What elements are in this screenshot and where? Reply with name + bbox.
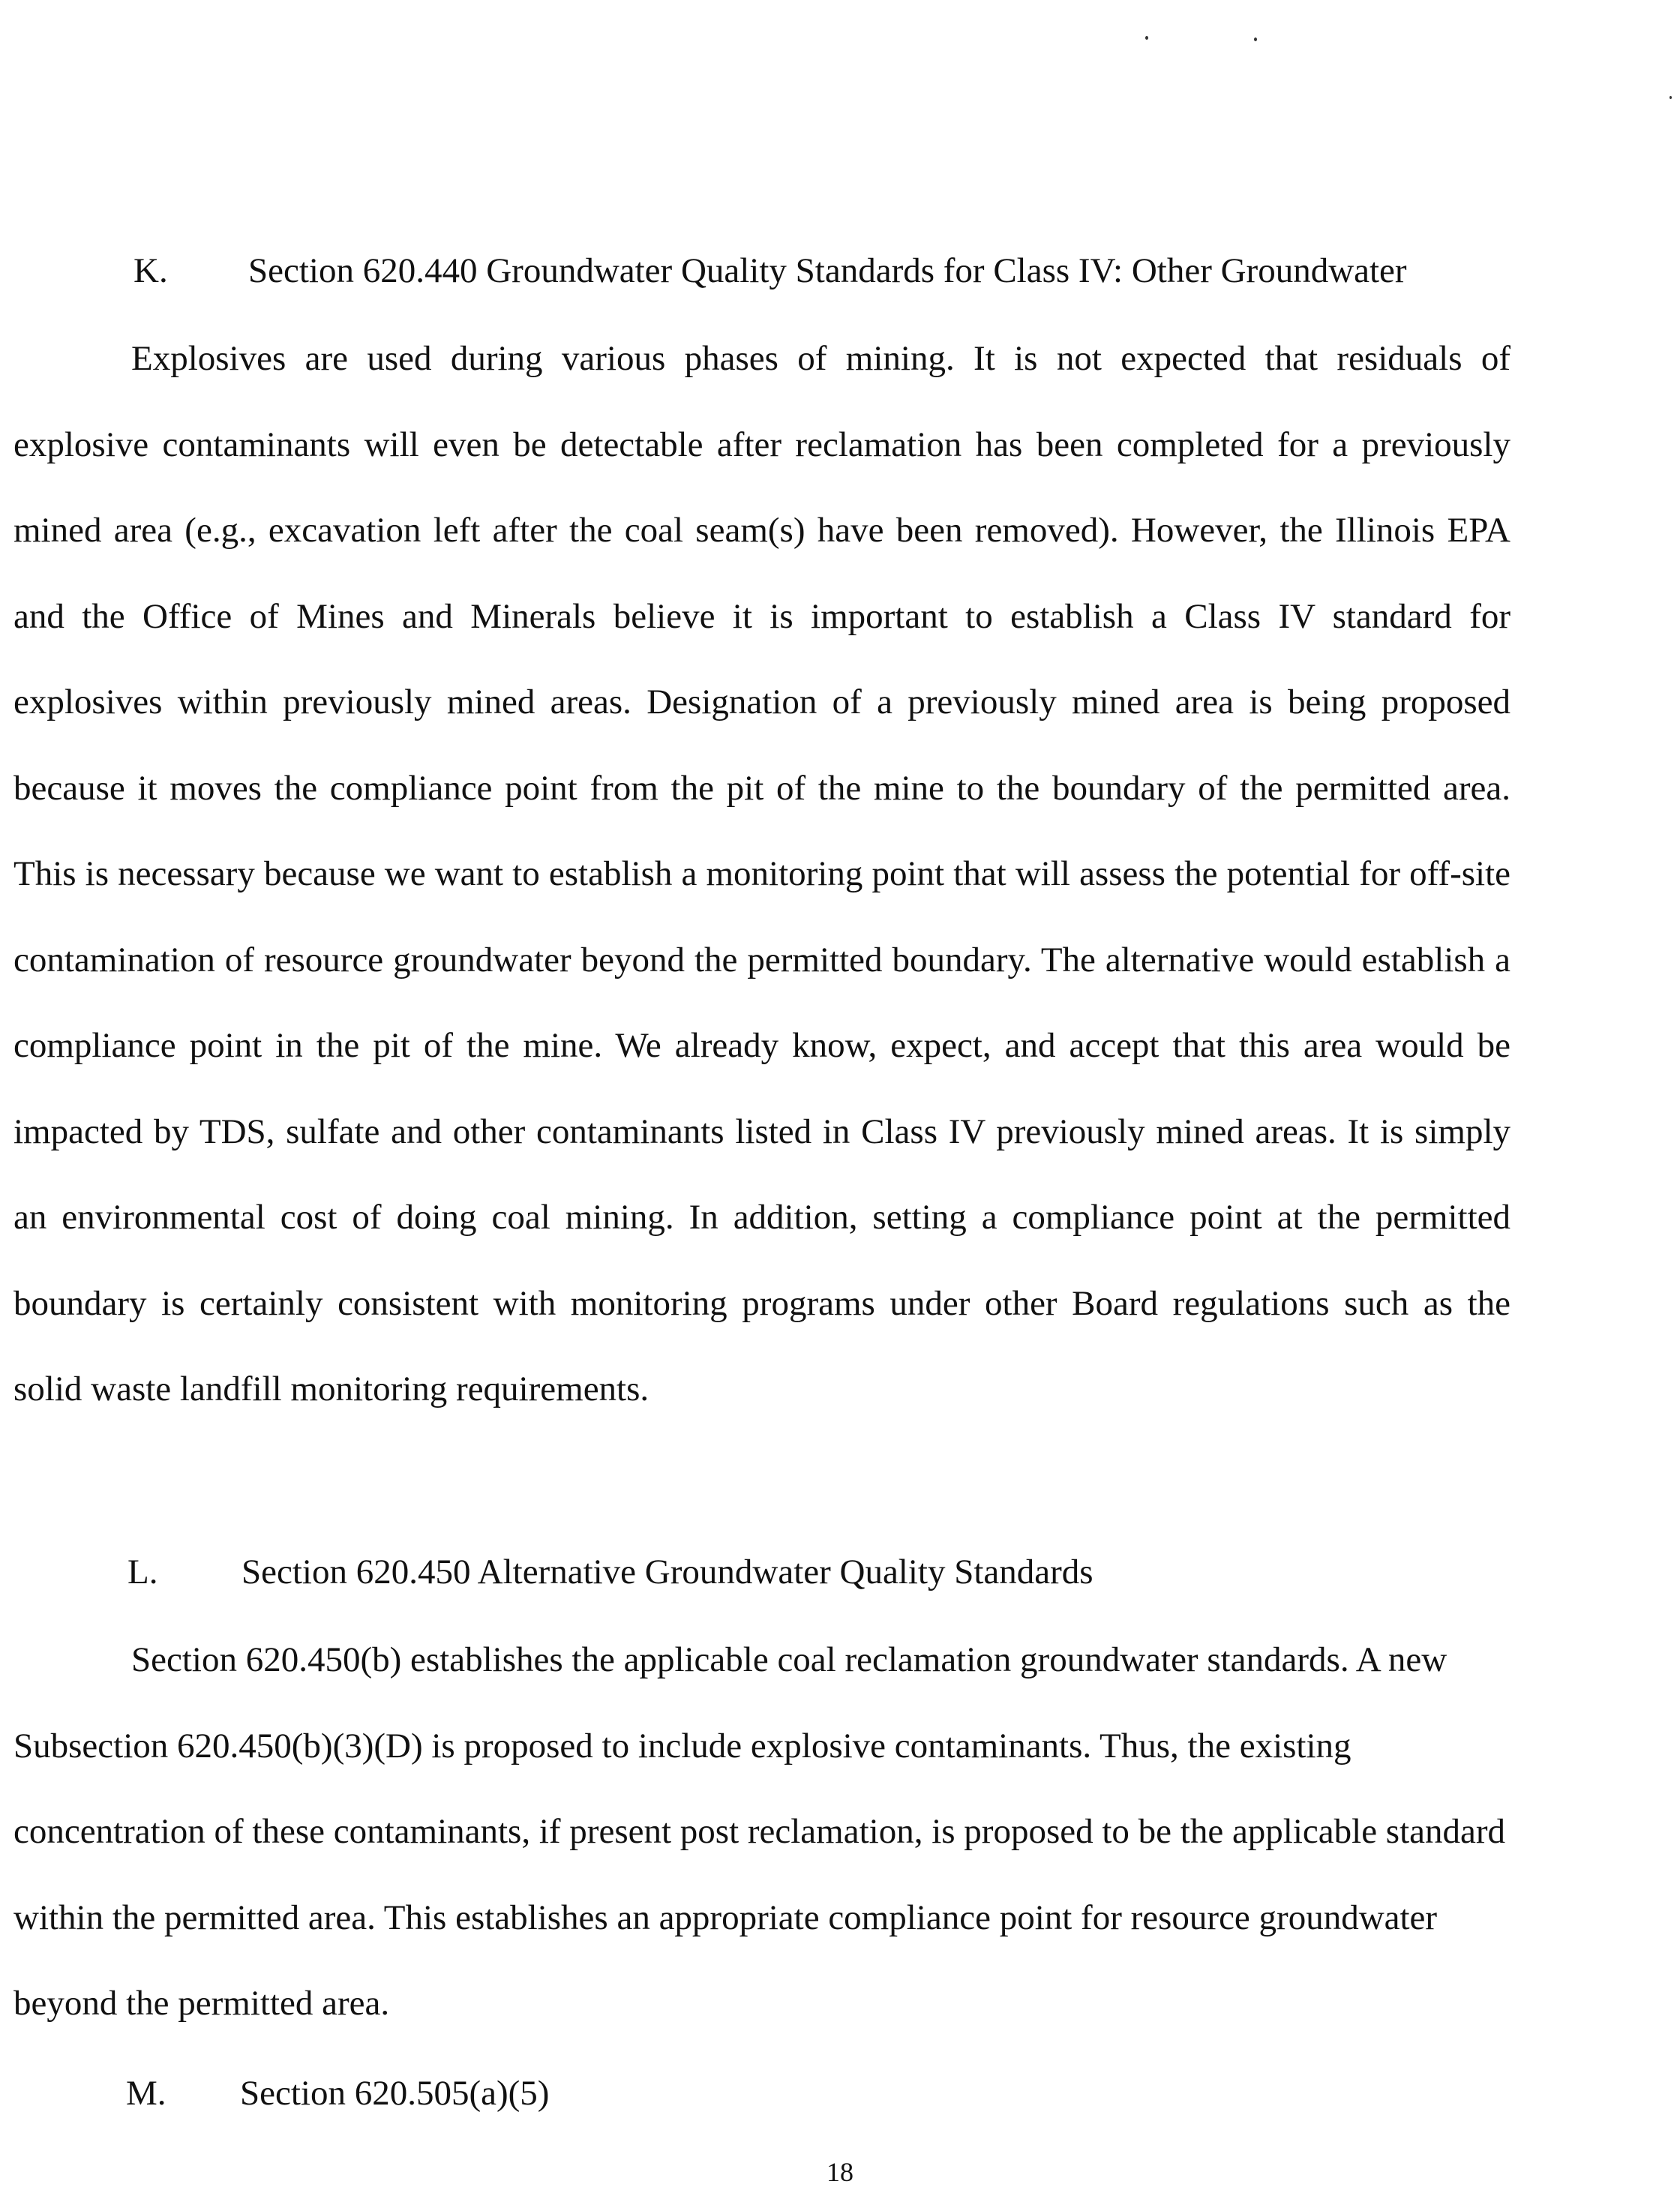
section-k-paragraph: Explosives are used during various phases of mining. It is not expected that residuals of explosive contaminants will even be detectable after reclamation has been completed for a previously mined area (e.g., excavation left after the coal seam(s) have been removed). However, the Illinois EPA and the Office of Mines and Minerals believe it is important to establish a Class IV standard for explosives within previously mined areas. Designation of a previously mined area is being proposed because it moves the compliance point from the pit of the mine to the boundary of the permitted area. This is necessary because we want to establish a monitoring point that will assess the potential for off-site contamination of resource groundwater beyond the permitted boundary. The alternative would establish a compliance point in the pit of the mine. We already know, expect, and accept that this area would be impacted by TDS, sulfate and other contaminants listed in Class IV previously mined areas. It is simply an environmental cost of doing coal mining. In addition, setting a compliance point at the permitted boundary is certainly consistent with monitoring programs under other Board regulations such as the solid waste landfill monitoring requirements.	[14, 339, 1510, 1408]
section-k-letter: K.	[134, 251, 168, 290]
scan-speck	[1670, 96, 1672, 99]
section-k-heading	[134, 248, 1521, 293]
section-l-letter: L.	[128, 1552, 158, 1592]
section-m-heading	[126, 2071, 726, 2116]
section-m-title: Section 620.505(a)(5)	[240, 2074, 550, 2113]
page-number: 18	[826, 2157, 854, 2187]
section-l-title: Section 620.450 Alternative Groundwater Quality Standards	[242, 1552, 1094, 1592]
scan-speck	[1254, 38, 1257, 41]
section-m-letter: M.	[126, 2074, 166, 2113]
section-k-title: Section 620.440 Groundwater Quality Standards for Class IV: Other Groundwater	[248, 251, 1407, 290]
section-l-paragraph: Section 620.450(b) establishes the applicable coal reclamation groundwater standards. A new Subsection 620.450(b)(3)(D) is proposed to include explosive contaminants. Thus, the existing concentration of these contaminants, if present post reclamation, is proposed to be the applicable standard within the permitted area. This establishes an appropriate compliance point for resource groundwater beyond the permitted area.	[14, 1640, 1506, 2023]
scan-speck	[1145, 36, 1148, 40]
section-l-heading	[128, 1550, 1252, 1594]
